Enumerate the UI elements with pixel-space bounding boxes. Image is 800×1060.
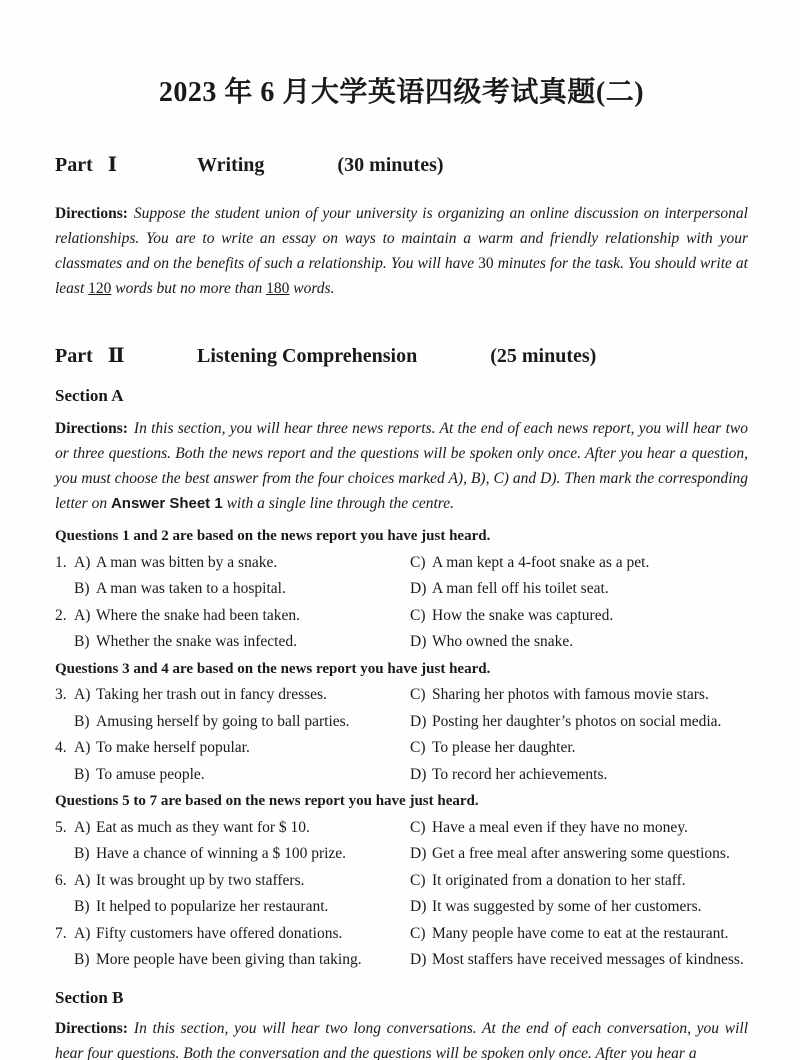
min-words-underlined: 120: [88, 280, 112, 297]
option-label: A): [74, 818, 91, 836]
option-text: Have a chance of winning a $ 100 prize.: [96, 845, 347, 862]
option-text: Get a free meal after answering some questions.: [432, 845, 730, 862]
part1-duration: (30 minutes): [337, 154, 444, 176]
answer-option: [74, 947, 410, 974]
question-group-header: Questions 5 to 7 are based on the news report you have just heard.: [55, 793, 479, 809]
option-label: D): [410, 765, 427, 783]
option-label: C): [410, 686, 426, 703]
directions-number: 30: [478, 255, 494, 272]
part2-duration: (25 minutes): [490, 345, 597, 367]
option-text: Most staffers have received messages of kindness.: [432, 951, 744, 968]
section-b-directions: [55, 1016, 748, 1060]
option-text: A man was bitten by a snake.: [96, 553, 278, 571]
answer-option: [74, 815, 410, 842]
option-label: D): [410, 580, 427, 597]
answer-option: [74, 868, 410, 895]
question-number: 6.: [55, 871, 67, 889]
directions-label: Directions:: [55, 205, 128, 222]
option-label: A): [74, 924, 91, 942]
answer-option: [410, 603, 748, 630]
directions-text: In this section, you will hear two long conversations. At the end of each conversation, you will hear four questions. Both the conversation and the questions will be spoken only once. After you hear a: [55, 1019, 748, 1060]
answer-option: [74, 682, 410, 709]
question-number: [55, 576, 74, 603]
question-number: 5.: [55, 818, 67, 836]
option-text: To please her daughter.: [432, 739, 576, 756]
question-number: [55, 894, 74, 921]
directions-text: In this section, you will hear three news reports. At the end of each news report, you will hear two or three questions. Both the news report and the questions will be spoken only once. After you hear a question, you must choose the best answer from the four choices marked A), B), C) and D). Then mark the corresponding letter on: [55, 420, 748, 512]
directions-text: Suppose the student union of your university is organizing an online discussion on interpersonal relationships. You are to write an essay on ways to maintain a warm and friendly relationship with your classmates and on the benefits of such a relationship. You will have: [55, 205, 748, 272]
option-label: D): [410, 712, 427, 730]
answer-option: [410, 947, 748, 974]
option-text: It was suggested by some of her customers.: [432, 898, 702, 915]
question-group: [55, 656, 748, 789]
option-text: Amusing herself by going to ball parties.: [96, 712, 350, 730]
option-text: Where the snake had been taken.: [96, 606, 300, 624]
option-text: Posting her daughter’s photos on social media.: [432, 712, 722, 730]
option-label: D): [410, 633, 427, 650]
question-number: [55, 762, 74, 789]
question-options-row: [55, 576, 748, 603]
question-options-row: [55, 815, 748, 842]
option-text: Many people have come to eat at the restaurant.: [432, 924, 729, 942]
option-label: C): [410, 924, 426, 942]
question-group: [55, 788, 748, 974]
answer-option: [74, 550, 410, 577]
option-text: To record her achievements.: [432, 765, 608, 783]
section-a-heading: Section A: [55, 386, 124, 405]
option-text: It was brought up by two staffers.: [96, 871, 305, 889]
answer-option: [74, 576, 410, 603]
answer-option: [410, 550, 748, 577]
option-text: More people have been giving than taking.: [96, 951, 362, 968]
option-text: Sharing her photos with famous movie stars.: [432, 686, 709, 703]
directions-text: words but no more than: [111, 280, 267, 297]
part1-heading: [55, 152, 748, 177]
directions-text: words.: [289, 280, 335, 297]
answer-option: [410, 629, 748, 656]
option-text: To amuse people.: [96, 765, 205, 783]
option-label: B): [74, 712, 90, 730]
exam-title: 2023 年 6 月大学英语四级考试真题(二): [158, 77, 645, 108]
question-group-header: Questions 3 and 4 are based on the news report you have just heard.: [55, 660, 491, 677]
part2-heading: [55, 343, 748, 368]
question-options-row: [55, 947, 748, 974]
question-number: [55, 947, 74, 974]
option-text: A man was taken to a hospital.: [96, 580, 286, 597]
answer-option: [410, 841, 748, 868]
option-label: C): [410, 606, 426, 624]
part1-title: Writing: [197, 154, 265, 176]
question-number: [55, 629, 74, 656]
section-a-questions: [55, 523, 748, 974]
option-text: To make herself popular.: [96, 739, 250, 756]
option-label: B): [74, 633, 90, 650]
answer-option: [410, 709, 748, 736]
option-text: Whether the snake was infected.: [96, 633, 297, 650]
question-options-row: [55, 841, 748, 868]
answer-option: [74, 762, 410, 789]
question-options-row: [55, 868, 748, 895]
question-number: 7.: [55, 924, 67, 942]
option-text: Eat as much as they want for $ 10.: [96, 818, 310, 836]
answer-option: [410, 868, 748, 895]
directions-label: Directions:: [55, 420, 128, 437]
question-options-row: [55, 762, 748, 789]
question-number: [55, 709, 74, 736]
question-number: 2.: [55, 606, 67, 624]
option-text: A man kept a 4-foot snake as a pet.: [432, 553, 650, 571]
option-label: B): [74, 845, 90, 862]
question-options-row: [55, 603, 748, 630]
option-label: C): [410, 871, 426, 889]
answer-option: [74, 735, 410, 762]
question-options-row: [55, 735, 748, 762]
answer-option: [410, 762, 748, 789]
option-label: A): [74, 739, 91, 756]
answer-sheet-emphasis: Answer Sheet 1: [110, 495, 223, 512]
option-label: B): [74, 898, 90, 915]
question-number: 1.: [55, 553, 67, 571]
option-text: Who owned the snake.: [432, 633, 574, 650]
option-label: A): [74, 553, 91, 571]
answer-option: [74, 629, 410, 656]
option-label: A): [74, 686, 91, 703]
option-label: D): [410, 845, 427, 862]
option-text: How the snake was captured.: [432, 606, 614, 624]
max-words-underlined: 180: [266, 280, 290, 297]
question-options-row: [55, 709, 748, 736]
option-label: B): [74, 951, 90, 968]
question-number: 3.: [55, 686, 67, 703]
option-label: C): [410, 818, 426, 836]
part2-title: Listening Comprehension: [197, 345, 418, 367]
directions-text: with a single line through the centre.: [222, 495, 455, 512]
directions-text: minutes for the task. You should write at least: [55, 255, 748, 297]
question-number: 4.: [55, 739, 67, 756]
option-text: It originated from a donation to her staff.: [432, 871, 686, 889]
option-label: B): [74, 580, 90, 597]
option-text: Have a meal even if they have no money.: [432, 818, 688, 836]
answer-option: [410, 921, 748, 948]
part1-directions: [55, 201, 748, 301]
option-label: D): [410, 951, 427, 968]
answer-option: [410, 682, 748, 709]
question-options-row: [55, 629, 748, 656]
option-label: B): [74, 765, 90, 783]
answer-option: [74, 709, 410, 736]
question-options-row: [55, 921, 748, 948]
option-text: Fifty customers have offered donations.: [96, 924, 343, 942]
option-text: A man fell off his toilet seat.: [432, 580, 609, 597]
section-b-heading: Section B: [55, 987, 124, 1007]
question-options-row: [55, 894, 748, 921]
question-group: [55, 523, 748, 656]
answer-option: [74, 921, 410, 948]
part1-label: Part Ⅰ: [55, 154, 118, 176]
question-options-row: [55, 550, 748, 577]
option-label: C): [410, 739, 426, 756]
question-group-header: Questions 1 and 2 are based on the news report you have just heard.: [55, 528, 491, 544]
option-label: D): [410, 898, 427, 915]
section-a-directions: [55, 416, 748, 516]
question-options-row: [55, 682, 748, 709]
answer-option: [410, 894, 748, 921]
option-text: Taking her trash out in fancy dresses.: [96, 686, 327, 703]
answer-option: [410, 735, 748, 762]
part2-label: Part Ⅱ: [55, 345, 125, 367]
option-text: It helped to popularize her restaurant.: [96, 898, 329, 915]
question-number: [55, 841, 74, 868]
answer-option: [74, 841, 410, 868]
answer-option: [410, 576, 748, 603]
answer-option: [74, 603, 410, 630]
option-label: C): [410, 553, 426, 571]
option-label: A): [74, 871, 91, 889]
option-label: A): [74, 606, 91, 624]
directions-label: Directions:: [55, 1019, 128, 1037]
answer-option: [410, 815, 748, 842]
answer-option: [74, 894, 410, 921]
